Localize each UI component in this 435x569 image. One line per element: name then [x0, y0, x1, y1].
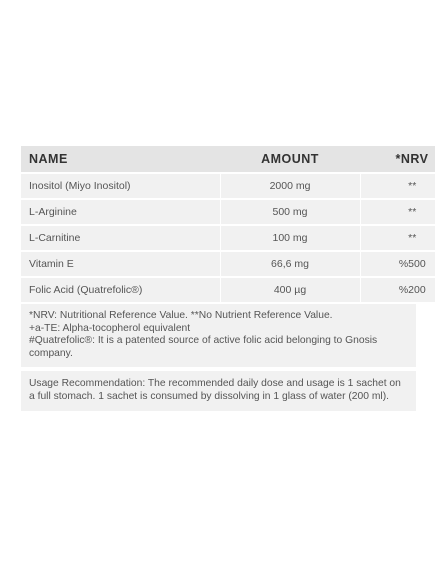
nutrition-table: [21, 146, 435, 304]
row-name: L-Carnitine: [21, 225, 220, 251]
footnote-quatrefolic: #Quatrefolic®: It is a patented source of active folic acid belonging to Gnosis company.: [29, 335, 378, 359]
row-amount: 100 mg: [220, 225, 360, 251]
row-nrv: %500: [360, 251, 435, 277]
row-nrv: **: [360, 173, 435, 199]
footnotes: [21, 304, 416, 367]
table-row: [21, 173, 435, 199]
table-header-row: [21, 146, 435, 173]
row-name: L-Arginine: [21, 199, 220, 225]
row-amount: 500 mg: [220, 199, 360, 225]
row-nrv: %200: [360, 277, 435, 303]
nutrition-panel: [21, 146, 429, 411]
row-name: Vitamin E: [21, 251, 220, 277]
header-name: NAME: [21, 146, 220, 173]
table-row: [21, 251, 435, 277]
row-amount: 66,6 mg: [220, 251, 360, 277]
row-nrv: **: [360, 199, 435, 225]
table-row: [21, 199, 435, 225]
usage-recommendation: [21, 371, 416, 411]
row-name: Inositol (Miyo Inositol): [21, 173, 220, 199]
row-amount: 400 µg: [220, 277, 360, 303]
header-amount: AMOUNT: [220, 146, 360, 173]
footnote-ate: +a-TE: Alpha-tocopherol equivalent: [29, 322, 191, 334]
table-row: [21, 277, 435, 303]
row-name: Folic Acid (Quatrefolic®): [21, 277, 220, 303]
header-nrv: *NRV: [360, 146, 435, 173]
footnote-nrv: *NRV: Nutritional Reference Value. **No Nutrient Reference Value.: [29, 310, 333, 321]
row-nrv: **: [360, 225, 435, 251]
usage-text: Usage Recommendation: The recommended daily dose and usage is 1 sachet on a full stomach. 1 sachet is consumed by dissolving in 1 glass of water (200 ml).: [29, 378, 401, 402]
table-row: [21, 225, 435, 251]
row-amount: 2000 mg: [220, 173, 360, 199]
